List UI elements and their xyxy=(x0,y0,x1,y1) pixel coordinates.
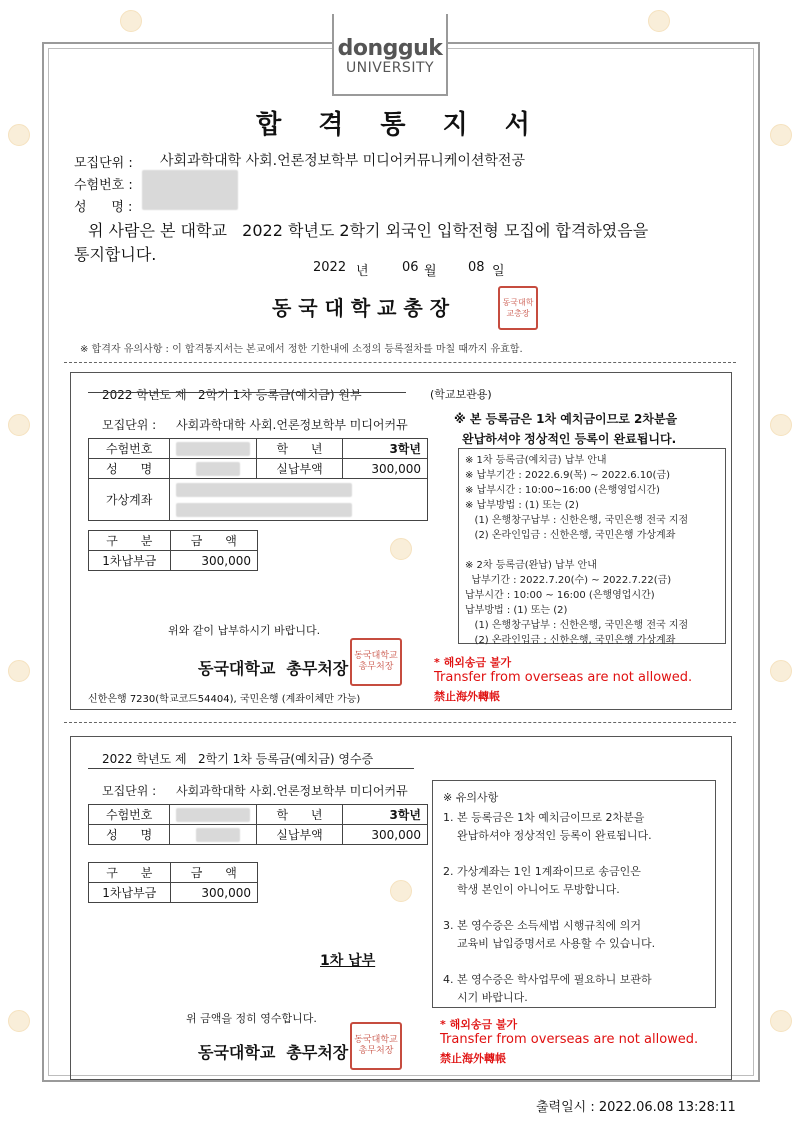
receipt-note-line xyxy=(443,845,705,863)
receipt-signer: 동국대학교 총무처장 xyxy=(198,1043,349,1062)
guide-line: (2) 온라인입금 : 신한은행, 국민은행 가상계좌 xyxy=(465,635,676,646)
guide-line: ※ 납부시간 : 10:00~16:00 (은행영업시간) xyxy=(465,485,660,496)
receipt-note-line: 학생 본인이 아니어도 무방합니다. xyxy=(443,883,620,896)
receipt-name-value xyxy=(170,825,257,845)
receipt-amount-label: 금 액 xyxy=(170,863,257,883)
president-seal-text: 동국대학교총장 xyxy=(502,298,534,318)
receipt-title: 2022 학년도 제 2학기 1차 등록금(예치금) 영수증 xyxy=(102,752,374,766)
receipt-note-line: 시기 바랍니다. xyxy=(443,991,528,1004)
guide-line: (1) 은행창구납부 : 신한은행, 국민은행 전국 지점 xyxy=(465,620,689,631)
original-notice-2: 완납하셔야 정상적인 등록이 완료됩니다. xyxy=(462,432,677,446)
receipt-row-label: 1차납부금 xyxy=(89,883,171,903)
original-unit-value: 사회과학대학 사회.언론정보학부 미디어커뮤 xyxy=(176,418,408,432)
receipt-row-value: 300,000 xyxy=(170,883,257,903)
receipt-overseas-cn: 禁止海外轉帳 xyxy=(440,1052,506,1065)
print-timestamp: 출력일시 : 2022.06.08 13:28:11 xyxy=(536,1100,736,1115)
watermark-icon xyxy=(770,1010,792,1032)
original-row-value: 300,000 xyxy=(170,551,257,571)
original-row-label: 1차납부금 xyxy=(89,551,171,571)
date-month: 06 xyxy=(402,260,419,275)
exam-number-label: 수험번호 : xyxy=(74,178,133,193)
original-notice-1: ※ 본 등록금은 1차 예치금이므로 2차분을 xyxy=(454,412,678,426)
guide-line: (2) 온라인입금 : 신한은행, 국민은행 가상계좌 xyxy=(465,530,676,541)
original-title-rule xyxy=(88,392,406,393)
receipt-title-rule xyxy=(88,768,414,769)
guide-line: 납부기간 : 2022.7.20(수) ~ 2022.7.22(금) xyxy=(465,575,672,586)
receipt-note-line xyxy=(443,899,705,917)
receipt-info-table xyxy=(88,804,428,845)
receipt-unit-label: 모집단위 : xyxy=(102,784,157,798)
guide-line: ※ 1차 등록금(예치금) 납부 안내 xyxy=(465,455,607,466)
original-guide-box xyxy=(458,448,726,644)
receipt-note-line xyxy=(443,953,705,971)
watermark-icon xyxy=(770,414,792,436)
receipt-notes-list xyxy=(443,809,705,1007)
receipt-notes-title: ※ 유의사항 xyxy=(443,791,499,804)
original-overseas-kr: * 해외송금 불가 xyxy=(434,656,512,669)
original-paid-label: 실납부액 xyxy=(257,459,342,479)
receipt-overseas-kr: * 해외송금 불가 xyxy=(440,1018,518,1031)
original-info-table xyxy=(88,438,428,521)
cut-line-2 xyxy=(64,722,736,723)
receipt-amount-table xyxy=(88,862,258,903)
original-grade-value: 3학년 xyxy=(342,439,427,459)
date-day-unit: 일 xyxy=(492,264,505,279)
original-exam-label: 수험번호 xyxy=(89,439,170,459)
receipt-unit-value: 사회과학대학 사회.언론정보학부 미디어커뮤 xyxy=(176,784,408,798)
original-exam-value xyxy=(170,439,257,459)
redacted-exam-number xyxy=(142,170,238,210)
original-signer: 동국대학교 총무처장 xyxy=(198,659,349,678)
notice-line-1: 위 사람은 본 대학교 2022 학년도 2학기 외국인 입학전형 모집에 합격하였음을 xyxy=(88,221,649,240)
original-name-value xyxy=(170,459,257,479)
president-signature: 동 국 대 학 교 총 장 xyxy=(272,296,450,320)
original-overseas-en: Transfer from overseas are not allowed. xyxy=(434,670,693,685)
original-guide-list xyxy=(465,453,719,648)
receipt-notes-box xyxy=(432,780,716,1008)
president-seal xyxy=(498,286,538,330)
watermark-icon xyxy=(8,660,30,682)
receipt-note-line: 4. 본 영수증은 학사업무에 필요하니 보관하 xyxy=(443,973,652,986)
original-signer-seal xyxy=(350,638,402,686)
date-year-unit: 년 xyxy=(356,264,369,279)
notice-line-2: 통지합니다. xyxy=(74,245,157,264)
watermark-icon xyxy=(8,1010,30,1032)
watermark-icon xyxy=(8,414,30,436)
receipt-paid-status: 1차 납부 xyxy=(320,953,376,969)
receipt-overseas-en: Transfer from overseas are not allowed. xyxy=(440,1032,699,1047)
receipt-paid-value: 300,000 xyxy=(342,825,427,845)
receipt-note-line: 1. 본 등록금은 1차 예치금이므로 2차분을 xyxy=(443,811,645,824)
guide-line: 납부시간 : 10:00 ~ 16:00 (은행영업시간) xyxy=(465,590,655,601)
receipt-note-line: 3. 본 영수증은 소득세법 시행규칙에 의거 xyxy=(443,919,641,932)
receipt-grade-label: 학 년 xyxy=(257,805,342,825)
date-month-unit: 월 xyxy=(424,264,437,279)
receipt-note-line: 교육비 납입증명서로 사용할 수 있습니다. xyxy=(443,937,656,950)
receipt-div-label: 구 분 xyxy=(89,863,171,883)
original-overseas-cn: 禁止海外轉帳 xyxy=(434,690,500,703)
watermark-icon xyxy=(648,10,670,32)
acceptance-caution: ※ 합격자 유의사항 : 이 합격통지서는 본교에서 정한 기한내에 소정의 등록절차를 마칠 때까지 유효함. xyxy=(80,344,523,355)
receipt-note-line: 완납하셔야 정상적인 등록이 완료됩니다. xyxy=(443,829,652,842)
watermark-icon xyxy=(120,10,142,32)
guide-line: (1) 은행창구납부 : 신한은행, 국민은행 전국 지점 xyxy=(465,515,689,526)
original-pay-request: 위와 같이 납부하시기 바랍니다. xyxy=(168,624,321,637)
original-signer-seal-text: 동국대학교총무처장 xyxy=(354,651,398,672)
original-amount-table xyxy=(88,530,258,571)
original-div-label: 구 분 xyxy=(89,531,171,551)
guide-line: 납부방법 : (1) 또는 (2) xyxy=(465,605,568,616)
university-logo xyxy=(332,14,448,96)
original-amount-label: 금 액 xyxy=(170,531,257,551)
unit-value: 사회과학대학 사회.언론정보학부 미디어커뮤니케이션학전공 xyxy=(160,153,525,169)
logo-text-bottom: UNIVERSITY xyxy=(345,60,435,76)
original-bank-info: 신한은행 7230(학교코드54404), 국민은행 (계좌이체만 가능) xyxy=(88,694,361,705)
watermark-icon xyxy=(770,660,792,682)
name-label: 성 명 : xyxy=(74,200,133,215)
receipt-name-label: 성 명 xyxy=(89,825,170,845)
logo-text-top: dongguk xyxy=(337,36,443,61)
original-name-label: 성 명 xyxy=(89,459,170,479)
document-title: 합 격 통 지 서 xyxy=(256,110,544,140)
guide-line: ※ 납부방법 : (1) 또는 (2) xyxy=(465,500,579,511)
receipt-exam-value xyxy=(170,805,257,825)
guide-line: ※ 납부기간 : 2022.6.9(목) ~ 2022.6.10(금) xyxy=(465,470,671,481)
date-year: 2022 xyxy=(313,260,347,275)
receipt-signer-seal-text: 동국대학교총무처장 xyxy=(354,1035,398,1056)
original-keep-note: (학교보관용) xyxy=(430,388,492,401)
receipt-received-text: 위 금액을 정히 영수합니다. xyxy=(186,1012,317,1025)
unit-label: 모집단위 : xyxy=(74,156,133,171)
date-day: 08 xyxy=(468,260,485,275)
original-account-label: 가상계좌 xyxy=(89,479,170,521)
original-paid-value: 300,000 xyxy=(342,459,427,479)
receipt-exam-label: 수험번호 xyxy=(89,805,170,825)
receipt-paid-label: 실납부액 xyxy=(257,825,342,845)
original-title: 2022 학년도 제 2학기 1차 등록금(예치금) 원부 xyxy=(102,388,362,402)
guide-line: ※ 2차 등록금(완납) 납부 안내 xyxy=(465,560,597,571)
original-grade-label: 학 년 xyxy=(257,439,342,459)
receipt-grade-value: 3학년 xyxy=(342,805,427,825)
cut-line-1 xyxy=(64,362,736,363)
guide-line xyxy=(465,543,719,558)
receipt-note-line: 2. 가상계좌는 1인 1계좌이므로 송금인은 xyxy=(443,865,641,878)
original-account-value xyxy=(170,479,428,521)
original-unit-label: 모집단위 : xyxy=(102,418,157,432)
receipt-signer-seal xyxy=(350,1022,402,1070)
